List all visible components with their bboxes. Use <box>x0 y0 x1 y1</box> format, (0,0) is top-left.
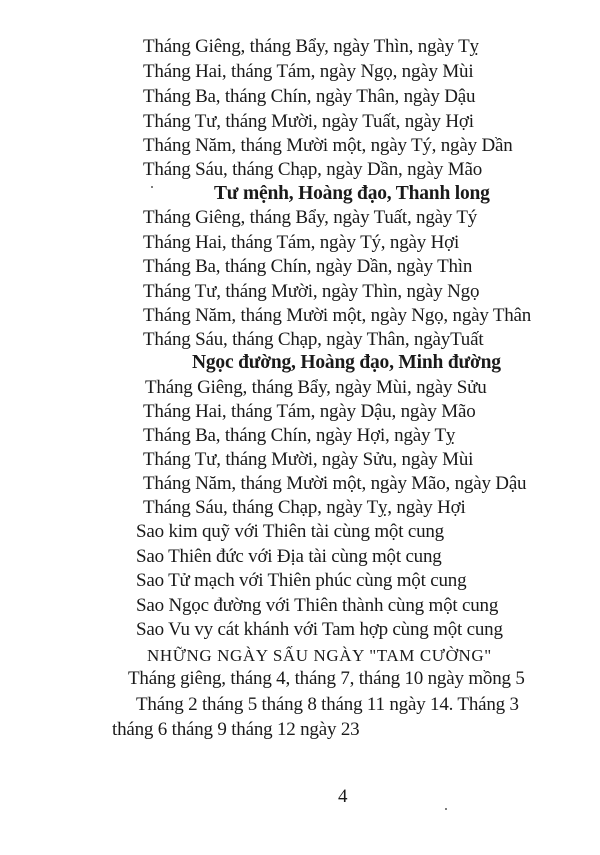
star-line: Sao Thiên đức với Địa tài cùng một cung <box>136 546 442 567</box>
text-line: Tháng Ba, tháng Chín, ngày Hợi, ngày Tỵ <box>143 425 456 446</box>
star-line: Sao Vu vy cát khánh với Tam hợp cùng một cung <box>136 619 503 640</box>
text-line: Tháng Sáu, tháng Chạp, ngày Thân, ngàyTuất <box>143 329 484 350</box>
paragraph-line: Tháng 2 tháng 5 tháng 8 tháng 11 ngày 14. Tháng 3 <box>136 694 519 715</box>
text-line: Tháng Sáu, tháng Chạp, ngày Dần, ngày Mão <box>143 159 483 180</box>
scan-speck <box>445 808 447 810</box>
paragraph-line: tháng 6 tháng 9 tháng 12 ngày 23 <box>112 719 360 740</box>
paragraph-line: Tháng giêng, tháng 4, tháng 7, tháng 10 ngày mồng 5 <box>128 668 525 689</box>
text-line: Tháng Tư, tháng Mười, ngày Thìn, ngày Ngọ <box>143 281 480 302</box>
text-line: Tháng Hai, tháng Tám, ngày Dậu, ngày Mão <box>143 401 476 422</box>
text-line: Tháng Hai, tháng Tám, ngày Tý, ngày Hợi <box>143 232 460 253</box>
text-line: Tháng Năm, tháng Mười một, ngày Mão, ngày Dậu <box>143 473 527 494</box>
section-heading: Tư mệnh, Hoàng đạo, Thanh long <box>214 183 490 204</box>
caps-heading: NHỮNG NGÀY SẤU NGÀY "TAM CƯỜNG" <box>147 646 492 665</box>
text-line: Tháng Giêng, tháng Bẩy, ngày Thìn, ngày Tỵ <box>143 36 479 57</box>
text-line: Tháng Năm, tháng Mười một, ngày Tý, ngày Dần <box>143 135 513 156</box>
text-line: Tháng Ba, tháng Chín, ngày Dần, ngày Thìn <box>143 256 473 277</box>
text-line: Tháng Ba, tháng Chín, ngày Thân, ngày Dậu <box>143 86 476 107</box>
scan-speck <box>151 186 153 188</box>
text-line: Tháng Năm, tháng Mười một, ngày Ngọ, ngày Thân <box>143 305 532 326</box>
text-line: Tháng Giêng, tháng Bẩy, ngày Mùi, ngày Sửu <box>145 377 487 398</box>
text-line: Tháng Sáu, tháng Chạp, ngày Tỵ, ngày Hợi <box>143 497 466 518</box>
page-number: 4 <box>338 786 348 807</box>
text-line: Tháng Giêng, tháng Bẩy, ngày Tuất, ngày Tý <box>143 207 478 228</box>
star-line: Sao Ngọc đường với Thiên thành cùng một cung <box>136 595 499 616</box>
text-line: Tháng Hai, tháng Tám, ngày Ngọ, ngày Mùi <box>143 61 474 82</box>
star-line: Sao kim quỹ với Thiên tài cùng một cung <box>136 521 444 542</box>
star-line: Sao Tử mạch với Thiên phúc cùng một cung <box>136 570 467 591</box>
section-heading: Ngọc đường, Hoàng đạo, Minh đường <box>192 352 501 373</box>
text-line: Tháng Tư, tháng Mười, ngày Tuất, ngày Hợi <box>143 111 474 132</box>
text-line: Tháng Tư, tháng Mười, ngày Sửu, ngày Mùi <box>143 449 474 470</box>
